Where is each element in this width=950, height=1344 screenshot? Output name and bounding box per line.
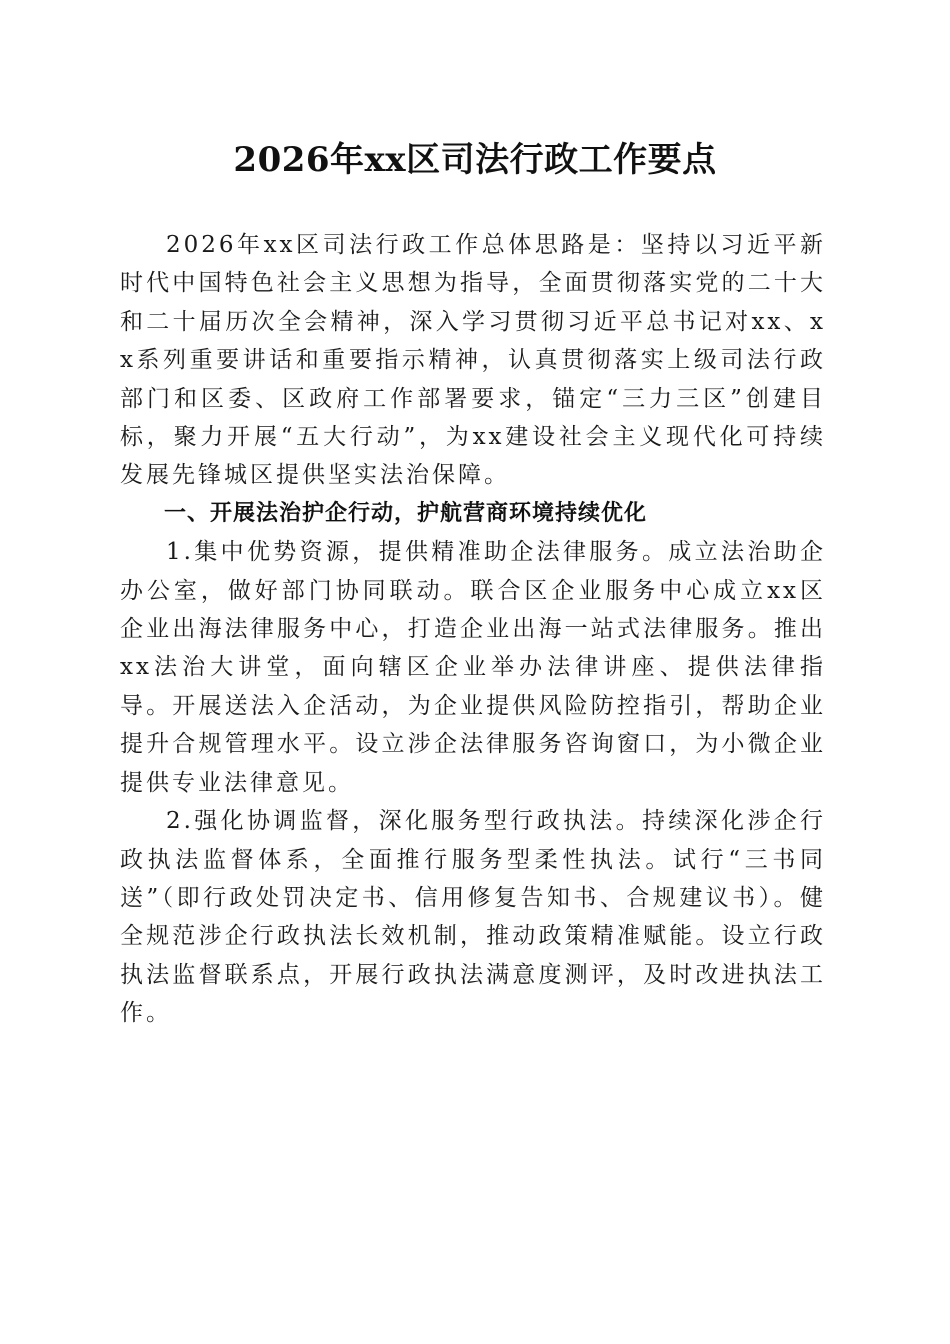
- section-item-1: 1.集中优势资源，提供精准助企法律服务。成立法治助企办公室，做好部门协同联动。联合区企业服务中心成立xx区企业出海法律服务中心，打造企业出海一站式法律服务。推出xx法治大讲堂，面向辖区企业举办法律讲座、提供法律指导。开展送法入企活动，为企业提供风险防控指引，帮助企业提升合规管理水平。设立涉企法律服务咨询窗口，为小微企业提供专业法律意见。: [120, 539, 826, 796]
- intro-paragraph: 2026年xx区司法行政工作总体思路是：坚持以习近平新时代中国特色社会主义思想为指导，全面贯彻落实党的二十大和二十届历次全会精神，深入学习贯彻习近平总书记对xx、xx系列重要讲话和重要指示精神，认真贯彻落实上级司法行政部门和区委、区政府工作部署要求，锚定“三力三区”创建目标，聚力开展“五大行动”，为xx建设社会主义现代化可持续发展先锋城区提供坚实法治保障。: [120, 232, 826, 489]
- section-item-2: 2.强化协调监督，深化服务型行政执法。持续深化涉企行政执法监督体系，全面推行服务型柔性执法。试行“三书同送”（即行政处罚决定书、信用修复告知书、合规建议书）。健全规范涉企行政执法长效机制，推动政策精准赋能。设立行政执法监督联系点，开展行政执法满意度测评，及时改进执法工作。: [120, 808, 826, 1027]
- section-heading: 一、开展法治护企行动，护航营商环境持续优化: [164, 500, 648, 526]
- document-title: 2026年xx区司法行政工作要点: [233, 140, 717, 180]
- document-body: [120, 226, 826, 1033]
